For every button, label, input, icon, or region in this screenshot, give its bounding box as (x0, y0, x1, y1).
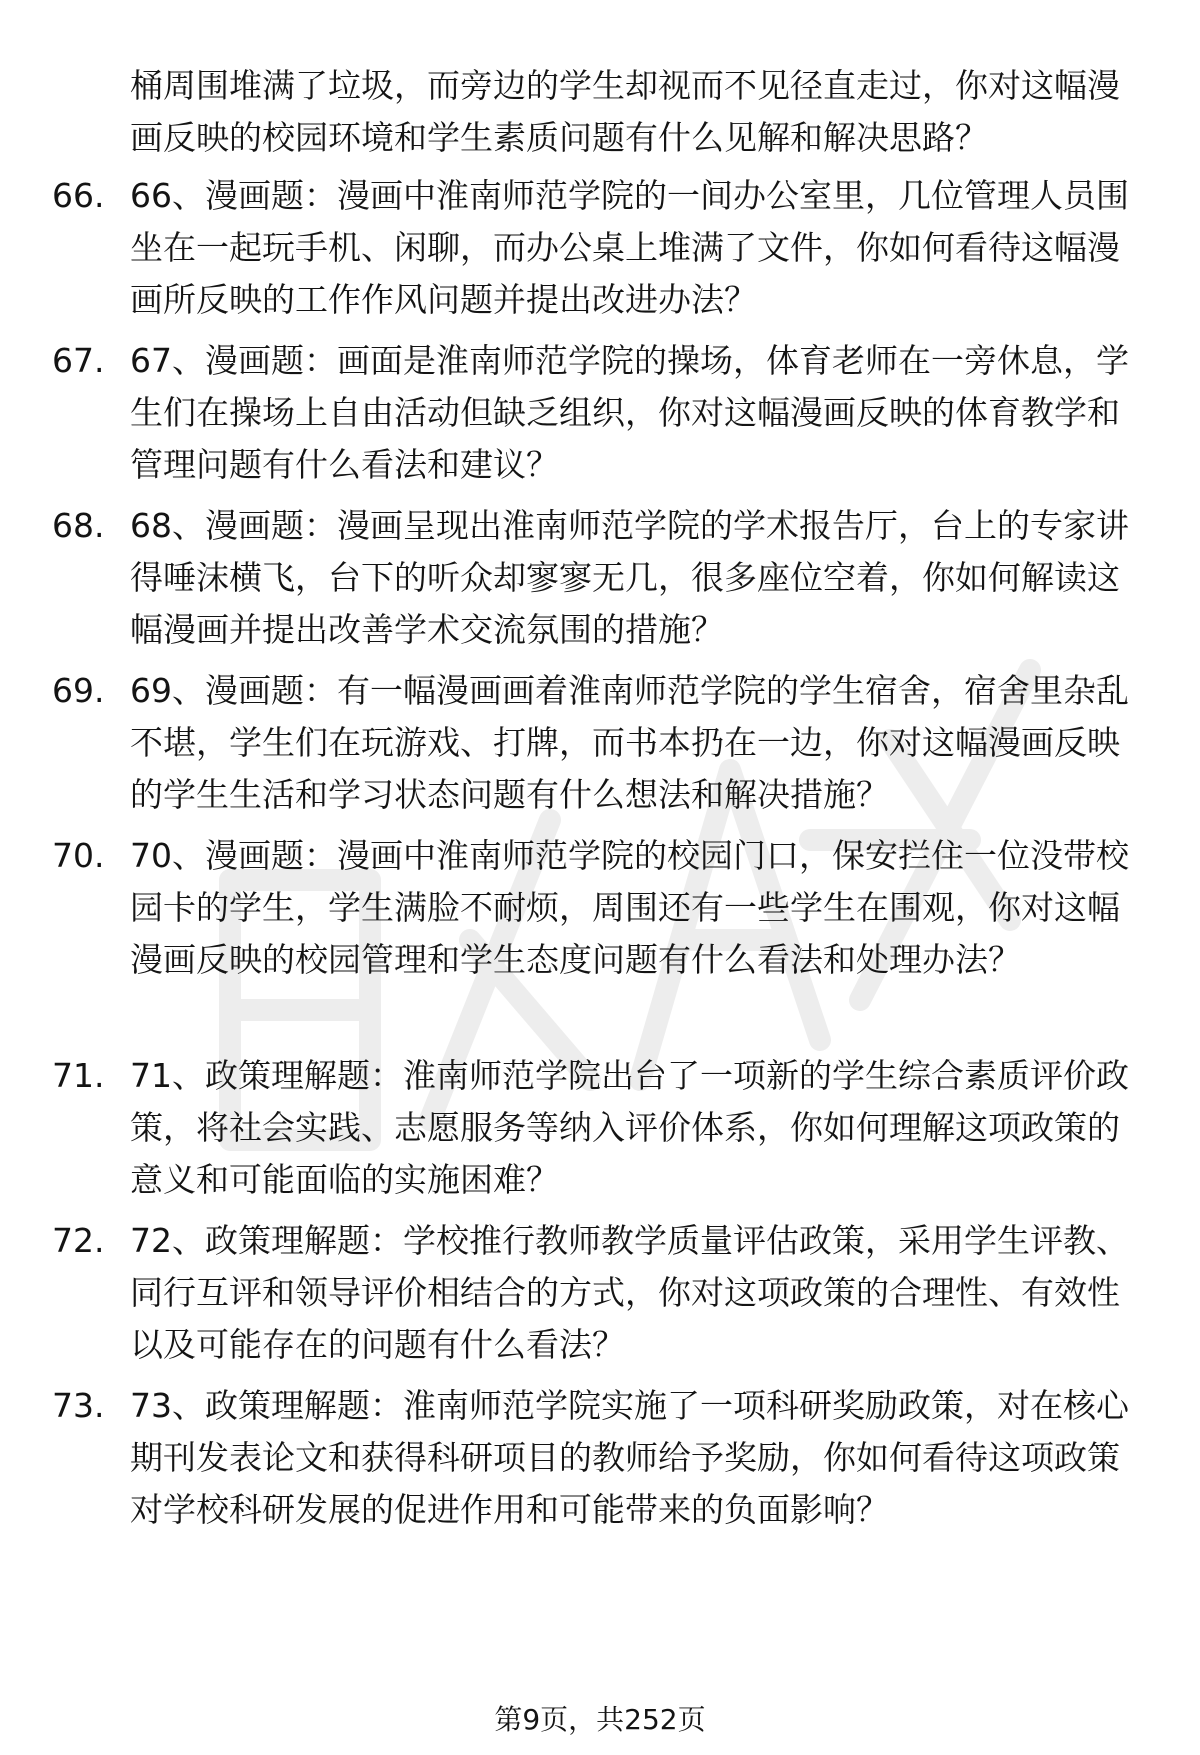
item-number: 67. (52, 341, 105, 380)
item-text: 67、漫画题：画面是淮南师范学院的操场，体育老师在一旁休息，学生们在操场上自由活动但缺乏组织，你对这幅漫画反映的体育教学和管理问题有什么看法和建议？ (130, 341, 1129, 484)
item-text: 68、漫画题：漫画呈现出淮南师范学院的学术报告厅，台上的专家讲得唾沫横飞，台下的听众却寥寥无几，很多座位空着，你如何解读这幅漫画并提出改善学术交流氛围的措施？ (130, 506, 1129, 649)
item-text: 70、漫画题：漫画中淮南师范学院的校园门口，保安拦住一位没带校园卡的学生，学生满脸不耐烦，周围还有一些学生在围观，你对这幅漫画反映的校园管理和学生态度问题有什么看法和处理办法？ (130, 836, 1129, 979)
item-number: 66. (52, 176, 105, 215)
continuation-paragraph: 桶周围堆满了垃圾，而旁边的学生却视而不见径直走过，你对这幅漫画反映的校园环境和学生素质问题有什么见解和解决思路？ (130, 66, 1120, 157)
item-number: 70. (52, 836, 105, 875)
page-footer: 第9页，共252页 (494, 1703, 706, 1736)
item-number: 73. (52, 1386, 105, 1425)
item-number: 68. (52, 506, 105, 545)
item-text: 69、漫画题：有一幅漫画画着淮南师范学院的学生宿舍，宿舍里杂乱不堪，学生们在玩游戏、打牌，而书本扔在一边，你对这幅漫画反映的学生生活和学习状态问题有什么想法和解决措施？ (130, 671, 1129, 814)
item-text: 66、漫画题：漫画中淮南师范学院的一间办公室里，几位管理人员围坐在一起玩手机、闲聊，而办公桌上堆满了文件，你如何看待这幅漫画所反映的工作作风问题并提出改进办法？ (130, 176, 1129, 319)
item-text: 73、政策理解题：淮南师范学院实施了一项科研奖励政策，对在核心期刊发表论文和获得科研项目的教师给予奖励，你如何看待这项政策对学校科研发展的促进作用和可能带来的负面影响？ (130, 1386, 1129, 1529)
item-number: 69. (52, 671, 105, 710)
item-number: 72. (52, 1221, 105, 1260)
item-text: 72、政策理解题：学校推行教师教学质量评估政策，采用学生评教、同行互评和领导评价相结合的方式，你对这项政策的合理性、有效性以及可能存在的问题有什么看法？ (130, 1221, 1129, 1364)
item-text: 71、政策理解题：淮南师范学院出台了一项新的学生综合素质评价政策，将社会实践、志愿服务等纳入评价体系，你如何理解这项政策的意义和可能面临的实施困难？ (130, 1056, 1129, 1199)
item-number: 71. (52, 1056, 105, 1095)
